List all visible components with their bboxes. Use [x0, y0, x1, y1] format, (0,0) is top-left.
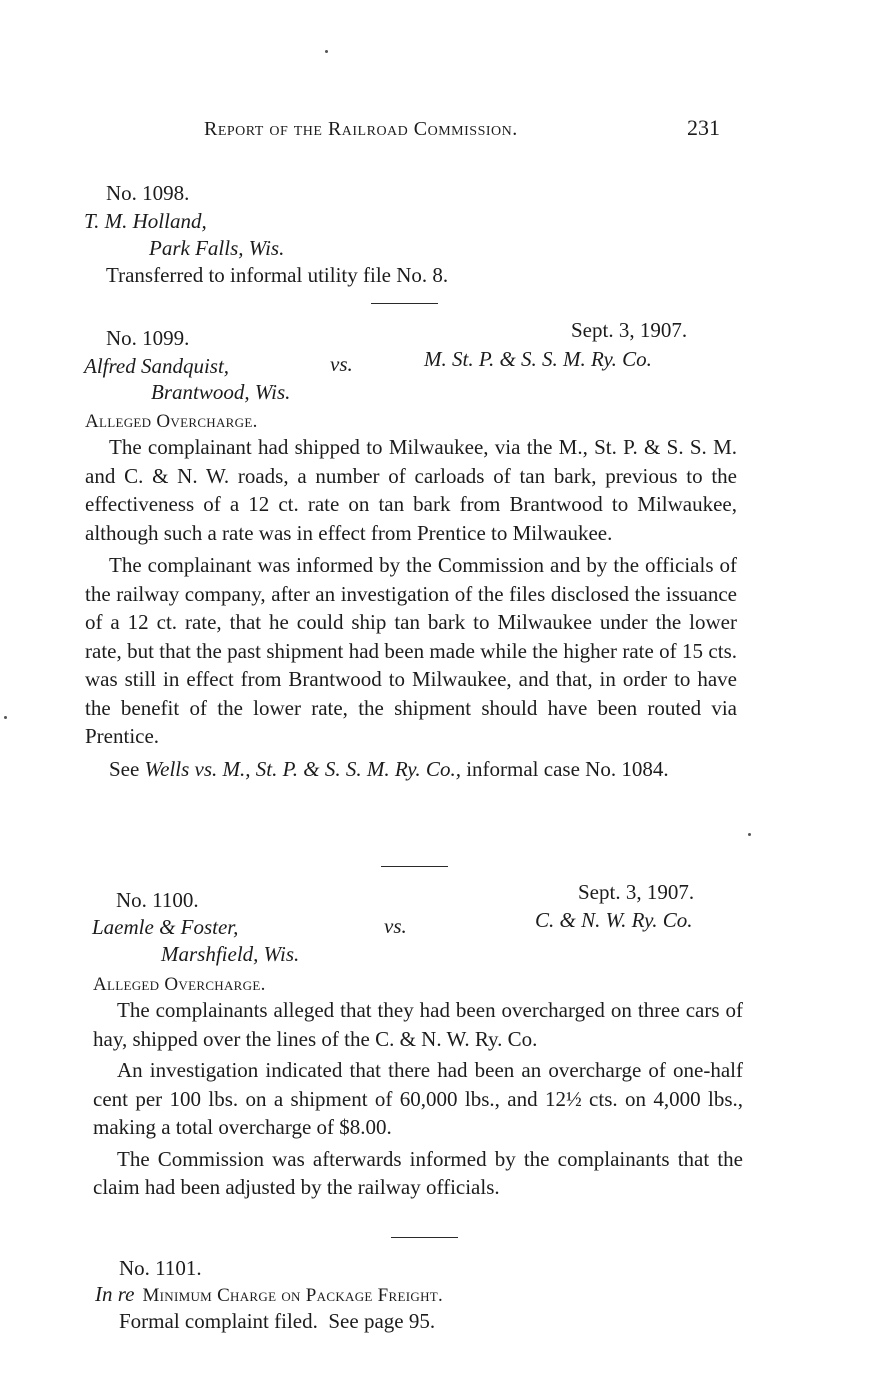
defendant-name: C. & N. W. Ry. Co. [535, 908, 693, 932]
case-subject: Alleged Overcharge. [85, 411, 258, 432]
body-paragraph: The complainant was informed by the Commission and by the officials of the railway company, after an investigation of the files disclosed the issuance of a 12 ct. rate, that he could ship tan bark to Milwaukee under the lower rate, but that the past shipment had been made while the higher rate of 15 cts. was still in effect from Brantwood to Milwaukee, and that, in order to have the benefit of the lower rate, the shipment should have been routed via Prentice. [85, 553, 737, 748]
body-paragraph: The complainant had shipped to Milwaukee, via the M., St. P. & S. S. M. and C. & N. W. roads, a number of carloads of tan bark, previous to the effectiveness of a 12 ct. rate on tan bark from Brantwood to Milwaukee, although such a rate was in effect from Prentice to Milwaukee. [85, 435, 737, 545]
case-number: No. 1100. [116, 888, 199, 912]
complainant-name: Alfred Sandquist, [84, 354, 230, 378]
body-paragraph: The Commission was afterwards informed by the complainants that the claim had been adjusted by the railway officials. [93, 1146, 743, 1199]
section-divider [381, 866, 448, 867]
body-paragraph: The complainants alleged that they had been overcharged on three cars of hay, shipped over the lines of the C. & N. W. Ry. Co. [93, 998, 743, 1051]
complainant-location: Brantwood, Wis. [151, 380, 291, 404]
body-paragraph: An investigation indicated that there had been an overcharge of one-half cent per 100 lbs. on a shipment of 60,000 lbs., and 12½ cts. on 4,000 lbs., making a total overcharge of $8.00. [93, 1058, 743, 1139]
scan-speck [748, 833, 751, 836]
case-body [85, 433, 737, 783]
see-suffix: informal case No. 1084. [466, 756, 669, 781]
case-note: Transferred to informal utility file No. 8. [106, 263, 449, 287]
case-subject: Minimum Charge on Package Freight. [142, 1285, 444, 1306]
versus-label: vs. [384, 914, 407, 938]
complainant-location: Marshfield, Wis. [161, 942, 300, 966]
defendant-name: M. St. P. & S. S. M. Ry. Co. [424, 347, 652, 371]
case-number: No. 1099. [106, 326, 190, 350]
in-re-label: In re [95, 1282, 135, 1306]
see-prefix: See [109, 756, 140, 781]
case-subject: Alleged Overcharge. [93, 974, 266, 995]
complainant-name: Laemle & Foster, [92, 915, 239, 939]
section-divider [371, 303, 438, 304]
case-number: No. 1101. [119, 1256, 202, 1280]
see-reference [85, 755, 737, 784]
scan-speck [4, 716, 7, 719]
case-date: Sept. 3, 1907. [571, 318, 688, 342]
section-divider [391, 1237, 458, 1238]
complainant-location: Park Falls, Wis. [149, 236, 285, 260]
in-re-line [95, 1282, 443, 1307]
page-number: 231 [687, 115, 720, 140]
scan-speck [325, 50, 328, 53]
complainant-name: T. M. Holland, [84, 209, 207, 233]
referenced-case: Wells vs. M., St. P. & S. S. M. Ry. Co., [144, 756, 461, 781]
versus-label: vs. [330, 352, 353, 376]
case-body [93, 996, 743, 1202]
case-note: Formal complaint filed. See page 95. [119, 1309, 436, 1333]
running-header-title: Report of the Railroad Commission. [204, 118, 518, 140]
case-date: Sept. 3, 1907. [578, 880, 695, 904]
case-number: No. 1098. [106, 181, 190, 205]
